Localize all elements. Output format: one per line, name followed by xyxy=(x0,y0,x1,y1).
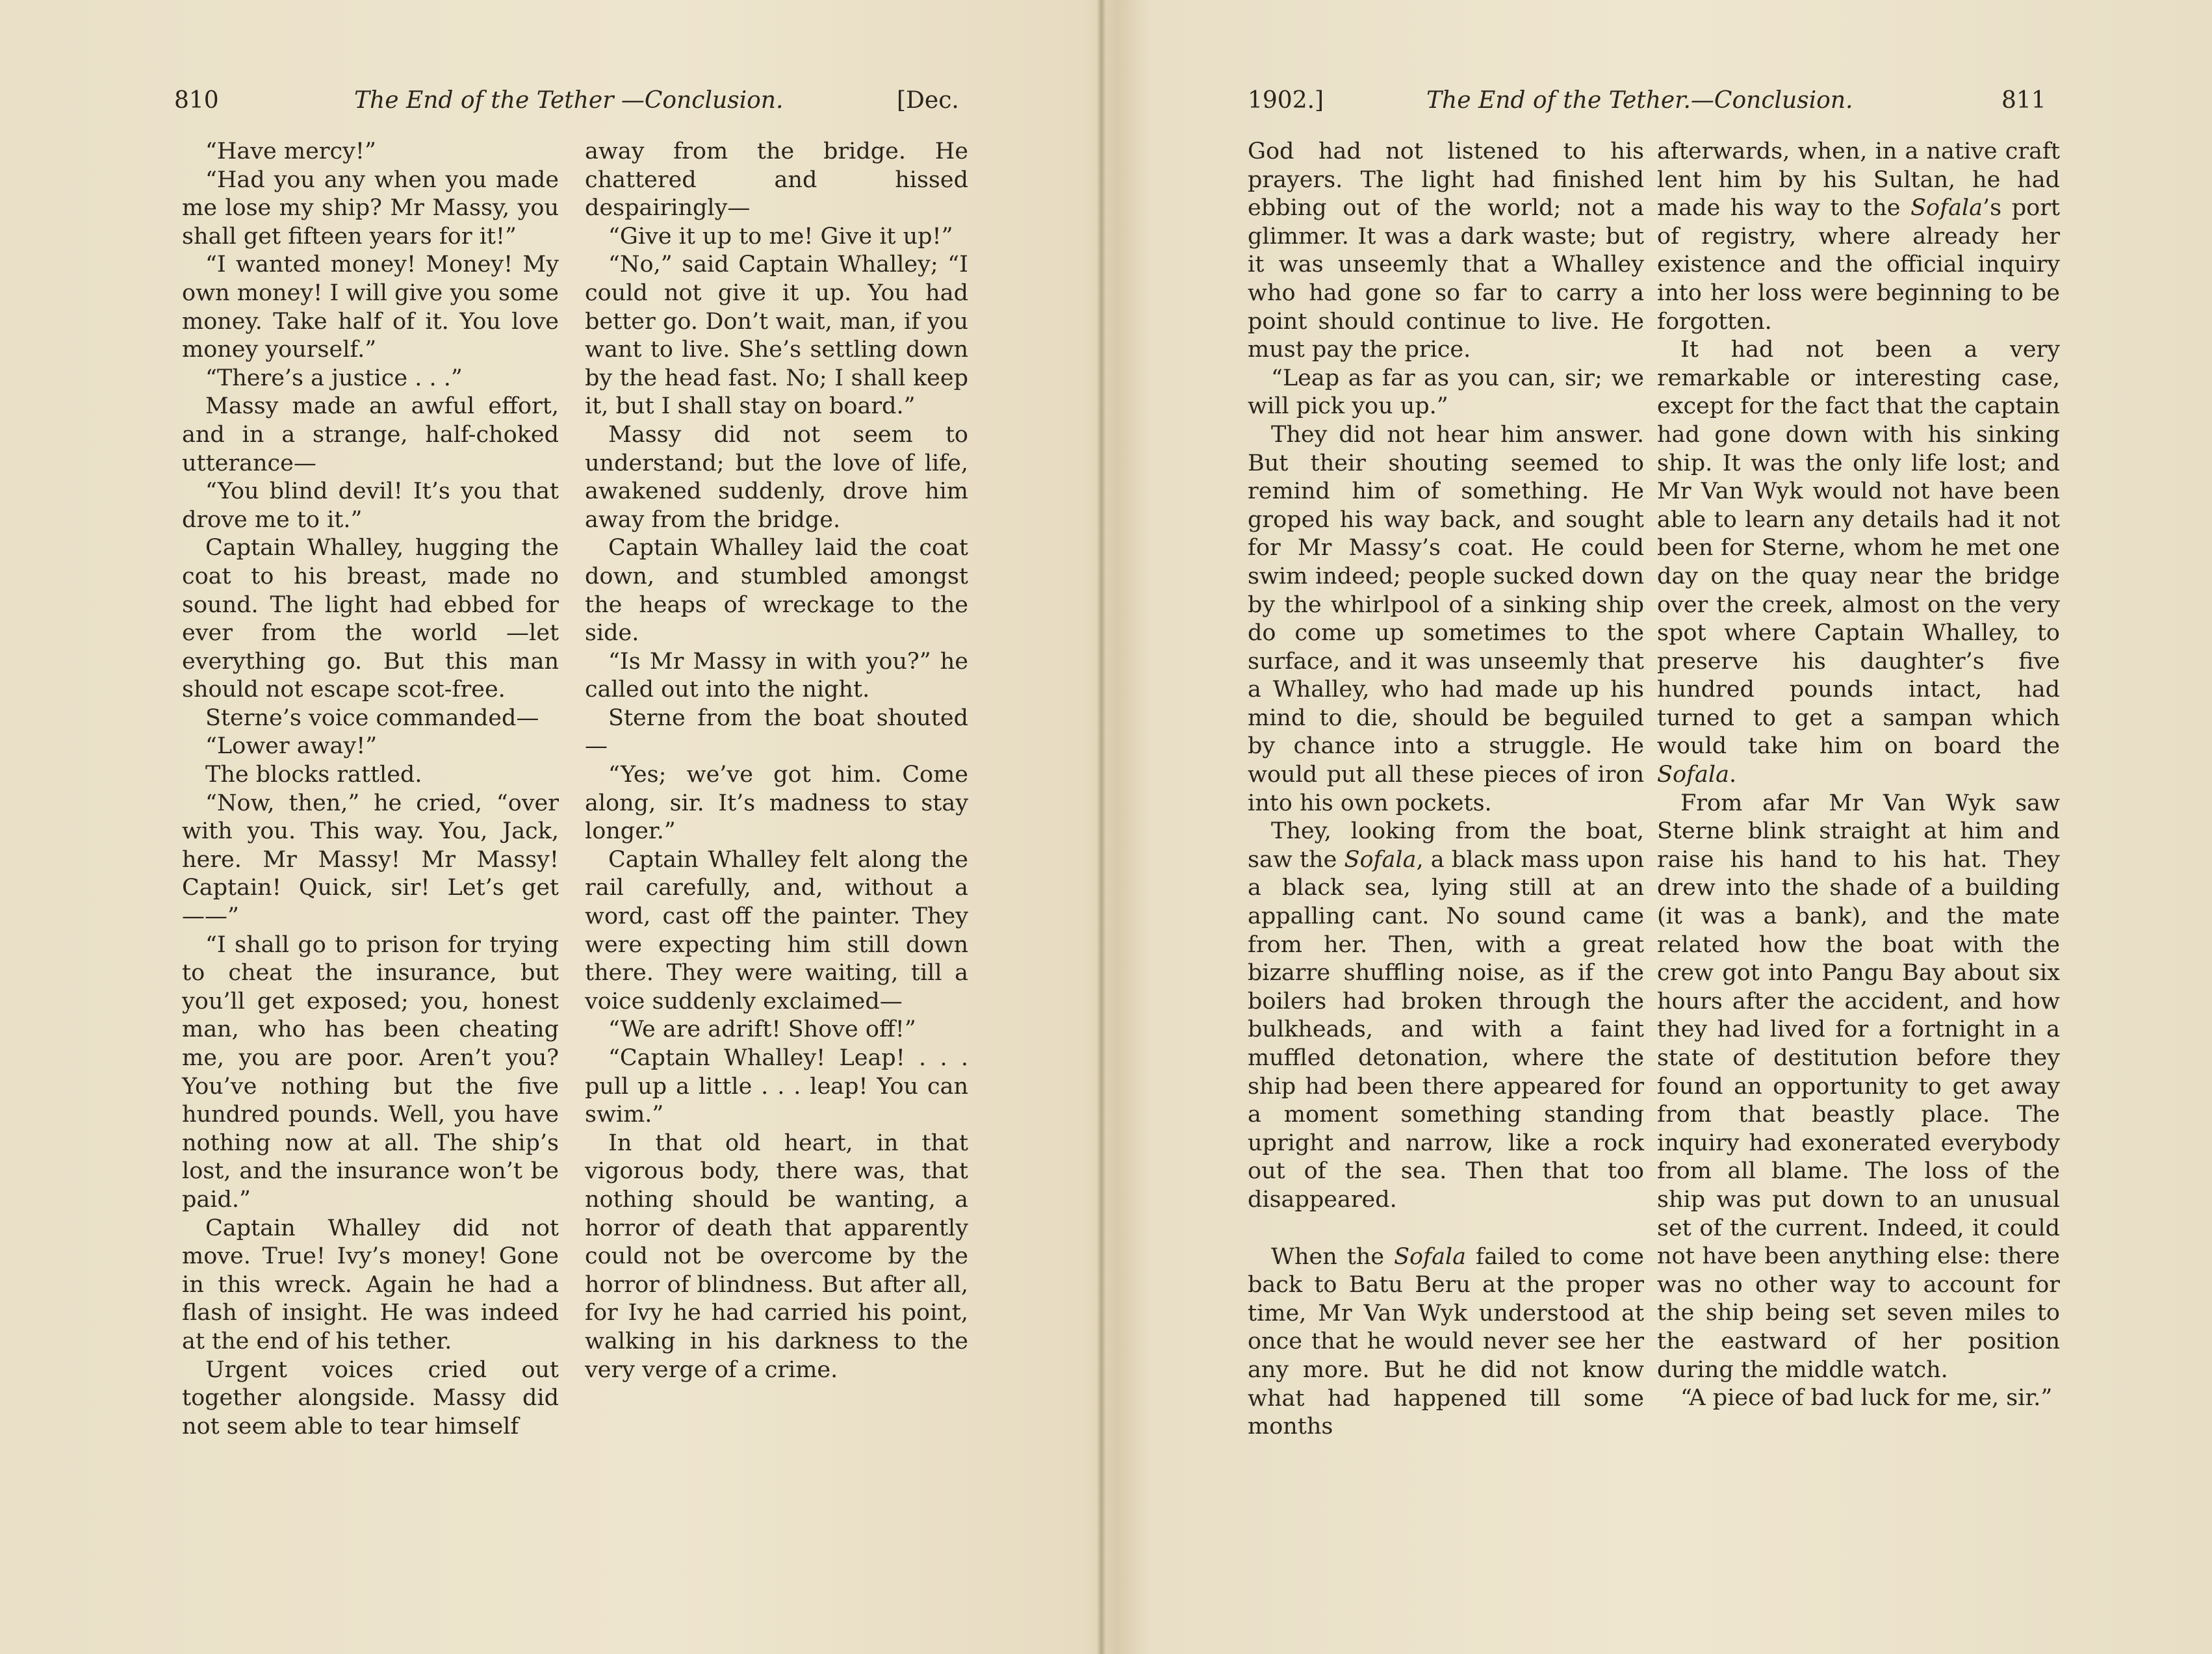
paragraph: They did not hear him answer. But their shouting seemed to remind him of something. He groped his way back, and sought for Mr Massy’s coat. He could swim indeed; people sucked down by the whirlpool of a sinking ship do come up sometimes to the surface, and it was unseemly that a Whalley, who had made up his mind to die, should be beguiled by chance into a struggle. He would put all these pieces of iron into his own pockets. xyxy=(1248,421,1644,816)
paragraph: “Now, then,” he cried, “over with you. This way. You, Jack, here. Mr Massy! Mr Massy! Captain! Quick, sir! Let’s get——” xyxy=(182,790,559,930)
paragraph: The blocks rattled. xyxy=(205,762,422,788)
paragraph: “Had you any when you made me lose my ship? Mr Massy, you shall get fifteen years for it!” xyxy=(182,166,559,250)
paragraph: Captain Whalley felt along the rail carefully, and, without a word, cast off the painter. They were expecting him still down there. They were waiting, till a voice suddenly exclaimed— xyxy=(585,846,968,1014)
left-running-header xyxy=(169,78,968,123)
ship-name: Sofala xyxy=(1910,195,1983,222)
paragraph: Massy did not seem to understand; but the love of life, awakened suddenly, drove him away from the bridge. xyxy=(585,421,968,533)
right-page-number: 811 xyxy=(2001,87,2046,114)
paragraph: Captain Whalley did not move. True! Ivy’s money! Gone in this wreck. Again he had a flash of insight. He was indeed at the end of his tether. xyxy=(182,1215,559,1354)
paragraph: “You blind devil! It’s you that drove me to it.” xyxy=(182,478,559,533)
right-column-b xyxy=(1657,138,2060,1413)
paragraph: When the Sofala failed to come back to Batu Beru at the proper time, Mr Van Wyk understood at once that he would never see her any more. But he did not know what had happened till some months xyxy=(1248,1243,1644,1440)
right-running-header xyxy=(1248,78,2060,123)
paragraph: Captain Whalley, hugging the coat to his breast, made no sound. The light had ebbed for ever from the world —let everything go. But this man should not escape scot-free. xyxy=(182,535,559,703)
left-page-number: 810 xyxy=(174,87,219,114)
left-running-title: The End of the Tether —Conclusion. xyxy=(354,87,784,114)
paragraph: “Captain Whalley! Leap! . . . pull up a little . . . leap! You can swim.” xyxy=(585,1045,968,1128)
paragraph: In that old heart, in that vigorous body, there was, that nothing should be wanting, a horror of death that apparently could not be overcome by the horror of blindness. But after all, for Ivy he had carried his point, walking in his darkness to the very verge of a crime. xyxy=(585,1130,968,1383)
paragraph: “A piece of bad luck for me, sir.” xyxy=(1680,1385,2053,1412)
paragraph: away from the bridge. He chattered and hissed despairingly— xyxy=(585,138,968,222)
paragraph: “Lower away!” xyxy=(205,733,378,760)
paragraph: Massy made an awful effort, and in a strange, half-choked utterance— xyxy=(182,393,559,476)
paragraph: God had not listened to his prayers. The light had finished ebbing out of the world; not a glimmer. It was a dark waste; but it was unseemly that a Whalley who had gone so far to carry a point should continue to live. He must pay the price. xyxy=(1248,138,1644,363)
left-column-a xyxy=(182,138,559,1441)
book-gutter xyxy=(1097,0,1106,1654)
paragraph: From afar Mr Van Wyk saw Sterne blink straight at him and raise his hand to his hat. They drew into the shade of a building (it was a bank), and the mate related how the boat with the crew got into Pangu Bay about six hours after the accident, and how they had lived for a fortnight in a state of destitution before they found an opportunity to get away from that beastly place. The inquiry had exonerated everybody from all blame. The loss of the ship was put down to an unusual set of the current. Indeed, it could not have been anything else: there was no other way to account for the ship being set seven miles to the eastward of her position during the middle watch. xyxy=(1657,790,2060,1383)
right-date-mark: 1902.] xyxy=(1248,87,1324,114)
paragraph: Urgent voices cried out together alongside. Massy did not seem able to tear himself xyxy=(182,1356,559,1440)
left-page xyxy=(169,78,968,1638)
paragraph: “Give it up to me! Give it up!” xyxy=(608,223,953,250)
paragraph: “Yes; we’ve got him. Come along, sir. It’s madness to stay longer.” xyxy=(585,762,968,845)
paragraph: “We are adrift! Shove off!” xyxy=(608,1016,916,1043)
paragraph: Sterne’s voice commanded— xyxy=(205,704,539,731)
paragraph: “I shall go to prison for trying to cheat the insurance, but you’ll get exposed; you, honest man, who has been cheating me, you are poor. Aren’t you? You’ve nothing but the five hundred pounds. Well, you have nothing now at all. The ship’s lost, and the insurance won’t be paid.” xyxy=(182,931,559,1213)
left-column-b xyxy=(585,138,968,1384)
right-page xyxy=(1248,78,2060,1638)
paragraph: “There’s a justice . . .” xyxy=(205,365,463,391)
paragraph: “Leap as far as you can, sir; we will pick you up.” xyxy=(1248,365,1644,420)
paragraph: “Is Mr Massy in with you?” he called out into the night. xyxy=(585,648,968,703)
paragraph: “Have mercy!” xyxy=(205,138,376,164)
ship-name: Sofala xyxy=(1344,846,1417,873)
paragraph: “No,” said Captain Whalley; “I could not give it up. You had better go. Don’t wait, man, if you want to live. She’s settling down by the head fast. No; I shall keep it, but I shall stay on board.” xyxy=(585,252,968,420)
ship-name: Sofala xyxy=(1657,762,1729,788)
paragraph: “I wanted money! Money! My own money! I will give you some money. Take half of it. You love money yourself.” xyxy=(182,252,559,363)
paragraph: Captain Whalley laid the coat down, and stumbled amongst the heaps of wreckage to the side. xyxy=(585,535,968,647)
ship-name: Sofala xyxy=(1394,1243,1466,1270)
paragraph: Sterne from the boat shouted— xyxy=(585,704,968,760)
paragraph: afterwards, when, in a native craft lent him by his Sultan, he had made his way to the Sofala’s port of registry, where already her existence and the official inquiry into her loss were beginning to be forgotten. xyxy=(1657,138,2060,335)
paragraph: It had not been a very remarkable or interesting case, except for the fact that the captain had gone down with his sinking ship. It was the only life lost; and Mr Van Wyk would not have been able to learn any details had it not been for Sterne, whom he met one day on the quay near the bridge over the creek, almost on the very spot where Captain Whalley, to preserve his daughter’s five hundred pounds intact, had turned to get a sampan which would take him on board the Sofala. xyxy=(1657,337,2060,788)
right-column-a xyxy=(1248,138,1644,1441)
paragraph: They, looking from the boat, saw the Sofala, a black mass upon a black sea, lying still at an appalling cant. No sound came from her. Then, with a great bizarre shuffling noise, as if the boilers had broken through the bulkheads, and with a faint muffled detonation, where the ship had been there appeared for a moment something standing upright and narrow, like a rock out of the sea. Then that too disappeared. xyxy=(1248,818,1645,1213)
right-running-title: The End of the Tether.—Conclusion. xyxy=(1426,87,1853,114)
left-date-mark: [Dec. xyxy=(897,87,959,114)
